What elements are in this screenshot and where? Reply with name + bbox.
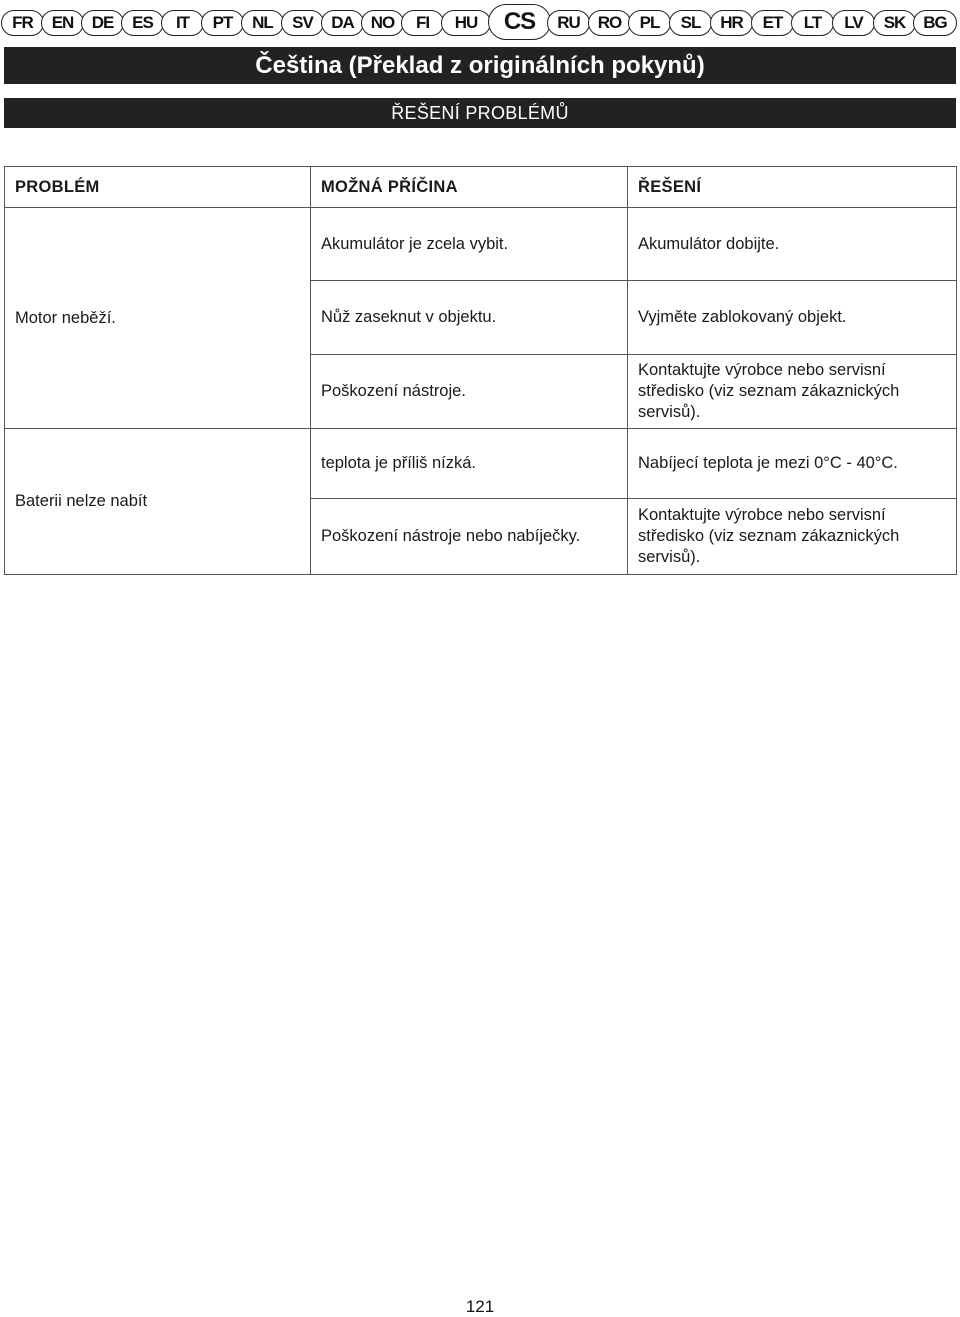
language-title-bar: Čeština (Překlad z originálních pokynů) xyxy=(4,47,956,84)
language-tab-et[interactable]: ET xyxy=(751,10,794,36)
language-tab-en[interactable]: EN xyxy=(41,10,84,36)
language-tab-pt[interactable]: PT xyxy=(201,10,244,36)
language-tab-da[interactable]: DA xyxy=(321,10,364,36)
language-tab-pl[interactable]: PL xyxy=(628,10,671,36)
language-tab-sl[interactable]: SL xyxy=(669,10,712,36)
cause-cell: Poškození nástroje nebo nabíječky. xyxy=(311,499,628,575)
language-tab-fr[interactable]: FR xyxy=(1,10,44,36)
language-tab-hu[interactable]: HU xyxy=(441,10,491,36)
solution-cell: Kontaktujte výrobce nebo servisní středisko (viz seznam zákaznických servisů). xyxy=(628,499,957,575)
cause-cell: teplota je příliš nízká. xyxy=(311,429,628,499)
problem-cell-battery: Baterii nelze nabít xyxy=(5,429,311,575)
language-tab-sv[interactable]: SV xyxy=(281,10,324,36)
column-header-problem: PROBLÉM xyxy=(5,167,311,208)
table-row xyxy=(5,429,957,499)
solution-cell: Kontaktujte výrobce nebo servisní středisko (viz seznam zákaznických servisů). xyxy=(628,355,957,429)
language-tab-cs-active[interactable]: CS xyxy=(488,4,551,40)
language-tab-nl[interactable]: NL xyxy=(241,10,284,36)
troubleshooting-table xyxy=(4,166,957,575)
language-tab-es[interactable]: ES xyxy=(121,10,164,36)
cause-cell: Nůž zaseknut v objektu. xyxy=(311,281,628,355)
language-tab-hr[interactable]: HR xyxy=(710,10,753,36)
solution-cell: Vyjměte zablokovaný objekt. xyxy=(628,281,957,355)
language-tab-fi[interactable]: FI xyxy=(401,10,444,36)
language-tab-de[interactable]: DE xyxy=(81,10,124,36)
language-tab-sk[interactable]: SK xyxy=(873,10,916,36)
language-tab-bar xyxy=(1,3,957,39)
page-number: 121 xyxy=(465,1297,495,1316)
language-tab-no[interactable]: NO xyxy=(361,10,404,36)
cause-cell: Poškození nástroje. xyxy=(311,355,628,429)
language-tab-ro[interactable]: RO xyxy=(588,10,631,36)
column-header-cause: MOŽNÁ PŘÍČINA xyxy=(311,167,628,208)
column-header-solution: ŘEŠENÍ xyxy=(628,167,957,208)
table-header-row xyxy=(5,167,957,208)
solution-cell: Akumulátor dobijte. xyxy=(628,208,957,281)
language-tab-it[interactable]: IT xyxy=(161,10,204,36)
section-heading: ŘEŠENÍ PROBLÉMŮ xyxy=(4,98,956,128)
table-row xyxy=(5,208,957,281)
problem-cell-motor: Motor neběží. xyxy=(5,208,311,429)
language-tab-lv[interactable]: LV xyxy=(832,10,875,36)
language-tab-lt[interactable]: LT xyxy=(791,10,834,36)
solution-cell: Nabíjecí teplota je mezi 0°C - 40°C. xyxy=(628,429,957,499)
language-tab-bg[interactable]: BG xyxy=(913,10,957,36)
language-tab-ru[interactable]: RU xyxy=(547,10,590,36)
cause-cell: Akumulátor je zcela vybit. xyxy=(311,208,628,281)
